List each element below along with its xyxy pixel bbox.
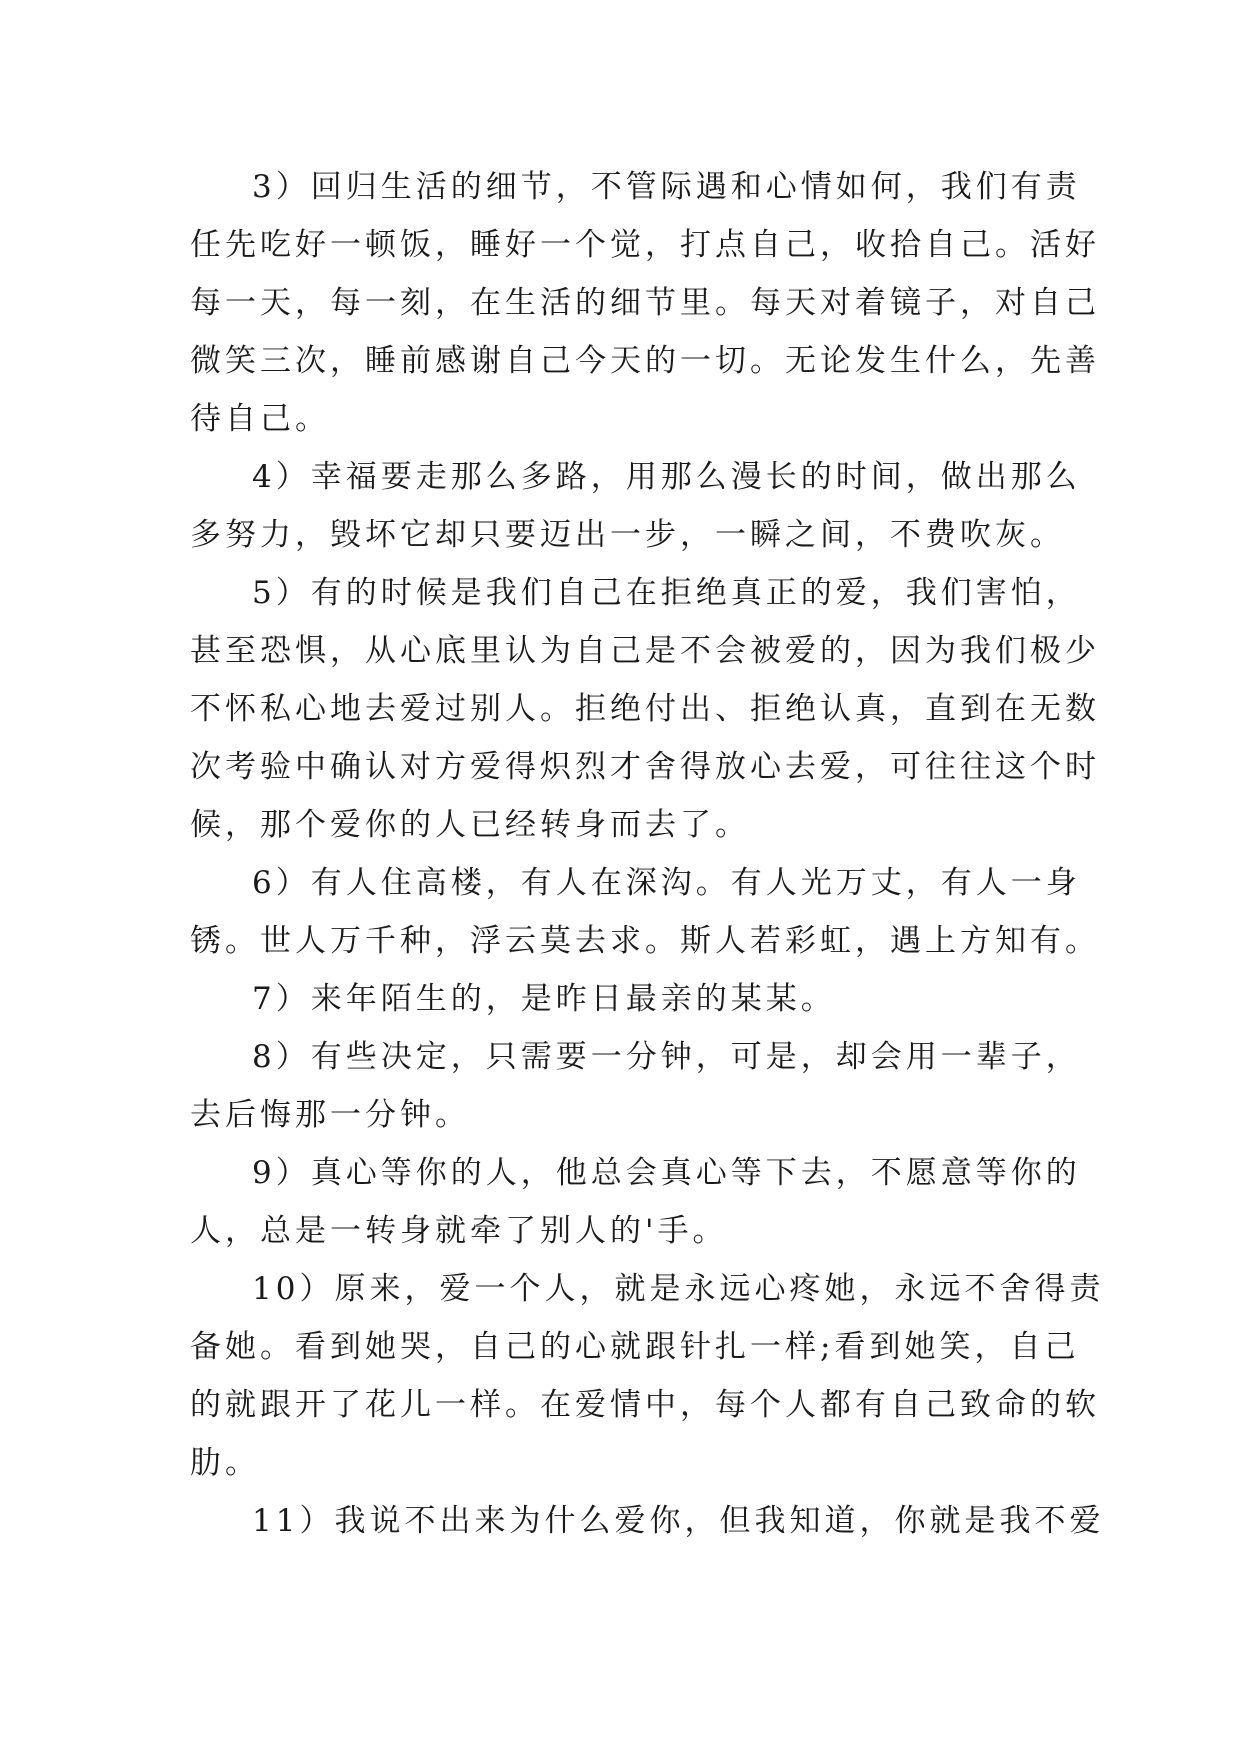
text-line: 候，那个爱你的人已经转身而去了。 bbox=[190, 807, 750, 843]
paragraph-5 bbox=[190, 564, 1100, 854]
text-line: 3）回归生活的细节，不管际遇和心情如何，我们有责 bbox=[252, 169, 1081, 205]
paragraph-11 bbox=[190, 1492, 1105, 1550]
text-line: 次考验中确认对方爱得炽烈才舍得放心去爱，可往往这个时 bbox=[190, 749, 1100, 785]
document-body bbox=[190, 158, 1105, 1550]
text-line: 4）幸福要走那么多路，用那么漫长的时间，做出那么 bbox=[252, 459, 1081, 495]
text-line: 微笑三次，睡前感谢自己今天的一切。无论发生什么，先善 bbox=[190, 343, 1100, 379]
text-line: 9）真心等你的人，他总会真心等下去，不愿意等你的 bbox=[252, 1155, 1081, 1191]
text-line: 不怀私心地去爱过别人。拒绝付出、拒绝认真，直到在无数 bbox=[190, 691, 1100, 727]
text-line: 11）我说不出来为什么爱你，但我知道，你就是我不爱 bbox=[252, 1503, 1105, 1539]
text-line: 人，总是一转身就牵了别人的'手。 bbox=[190, 1213, 728, 1249]
paragraph-4 bbox=[190, 448, 1081, 564]
text-line: 5）有的时候是我们自己在拒绝真正的爱，我们害怕， bbox=[252, 575, 1081, 611]
text-line: 甚至恐惧，从心底里认为自己是不会被爱的，因为我们极少 bbox=[190, 633, 1100, 669]
text-line: 任先吃好一顿饭，睡好一个觉，打点自己，收拾自己。活好 bbox=[190, 227, 1100, 263]
text-line: 6）有人住高楼，有人在深沟。有人光万丈，有人一身 bbox=[252, 865, 1081, 901]
text-line: 备她。看到她哭，自己的心就跟针扎一样;看到她笑，自己 bbox=[190, 1329, 1080, 1365]
text-line: 待自己。 bbox=[190, 401, 330, 437]
text-line: 10）原来，爱一个人，就是永远心疼她，永远不舍得责 bbox=[252, 1271, 1105, 1307]
paragraph-9 bbox=[190, 1144, 1081, 1260]
text-line: 每一天，每一刻，在生活的细节里。每天对着镜子，对自己 bbox=[190, 285, 1100, 321]
paragraph-6 bbox=[190, 854, 1100, 970]
text-line: 7）来年陌生的，是昨日最亲的某某。 bbox=[252, 981, 836, 1017]
text-line: 的就跟开了花儿一样。在爱情中，每个人都有自己致命的软 bbox=[190, 1387, 1100, 1423]
text-line: 8）有些决定，只需要一分钟，可是，却会用一辈子， bbox=[252, 1039, 1081, 1075]
paragraph-7 bbox=[190, 970, 1070, 1028]
text-line: 锈。世人万千种，浮云莫去求。斯人若彩虹，遇上方知有。 bbox=[190, 923, 1100, 959]
paragraph-3 bbox=[190, 158, 1100, 448]
paragraph-10 bbox=[190, 1260, 1105, 1492]
text-line: 多努力，毁坏它却只要迈出一步，一瞬之间，不费吹灰。 bbox=[190, 517, 1065, 553]
text-line: 去后悔那一分钟。 bbox=[190, 1097, 470, 1133]
paragraph-8 bbox=[190, 1028, 1081, 1144]
text-line: 肋。 bbox=[190, 1445, 260, 1481]
